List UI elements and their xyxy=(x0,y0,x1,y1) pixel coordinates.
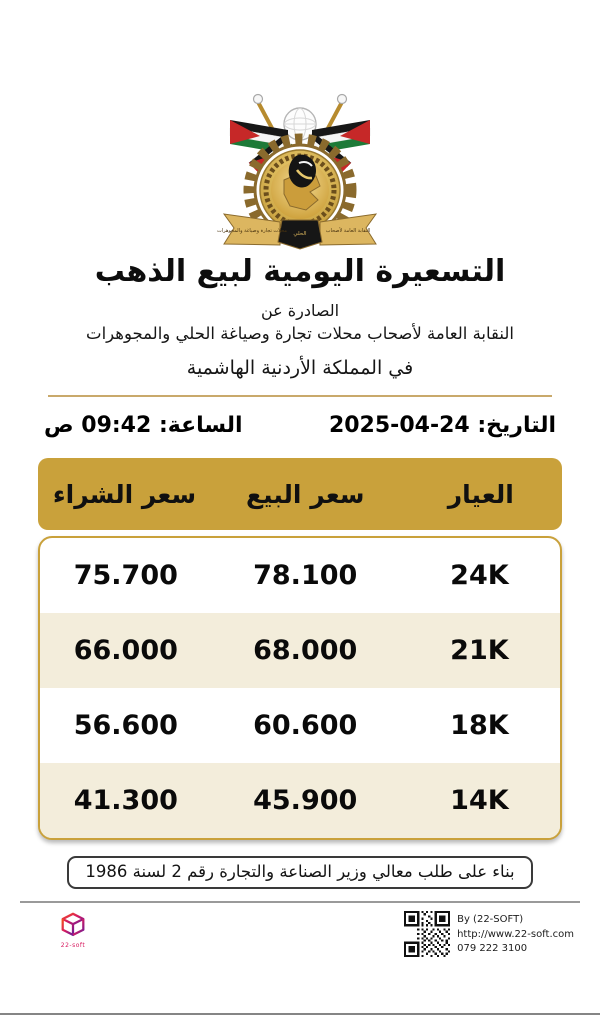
column-header-buy: سعر الشراء xyxy=(52,479,197,509)
time-value: 09:42 ص xyxy=(44,413,152,438)
issued-by-line2: النقابة العامة لأصحاب محلات تجارة وصياغة الحلي والمجوهرات xyxy=(86,324,514,343)
sell-price: 45.900 xyxy=(253,785,358,816)
buy-price: 66.000 xyxy=(73,635,178,666)
ribbon-text-center: الحلي xyxy=(293,231,307,237)
credit-text xyxy=(457,911,574,957)
date-label: التاريخ: xyxy=(477,413,556,438)
karat-value: 21K xyxy=(450,635,509,666)
date-field xyxy=(329,413,556,438)
buy-price: 41.300 xyxy=(73,785,178,816)
syndicate-emblem-graphic xyxy=(174,84,426,252)
time-label: الساعة: xyxy=(158,413,243,438)
legal-note: بناء على طلب معالي وزير الصناعة والتجارة رقم 2 لسنة 1986 xyxy=(67,856,532,889)
credit-by: By (22-SOFT) xyxy=(457,914,524,925)
price-table xyxy=(38,458,562,840)
price-table-body xyxy=(38,536,562,840)
footer xyxy=(0,903,600,957)
bottom-border xyxy=(0,1013,600,1015)
karat-value: 18K xyxy=(450,710,509,741)
page-title: التسعيرة اليومية لبيع الذهب xyxy=(94,254,506,289)
ribbon-text-right: النقابة العامة لأصحاب xyxy=(325,228,371,234)
brand-logo xyxy=(48,911,98,949)
sell-price: 78.100 xyxy=(253,560,358,591)
syndicate-emblem xyxy=(0,84,600,252)
credit-phone: 079 222 3100 xyxy=(457,943,528,954)
sell-price: 60.600 xyxy=(253,710,358,741)
credit-url: http://www.22-soft.com xyxy=(457,928,574,940)
qr-code-icon xyxy=(404,911,450,957)
table-row-21k xyxy=(40,613,560,688)
issued-by-line3: في المملكة الأردنية الهاشمية xyxy=(186,357,414,379)
table-row-18k xyxy=(40,688,560,763)
cube-logo-icon xyxy=(58,911,88,941)
time-field xyxy=(44,413,243,438)
column-header-karat: العيار xyxy=(447,479,514,509)
brand-caption: 22-soft xyxy=(60,942,86,949)
sell-price: 68.000 xyxy=(253,635,358,666)
issued-by-line1: الصادرة عن xyxy=(260,301,340,320)
gold-divider xyxy=(48,395,552,397)
buy-price: 56.600 xyxy=(73,710,178,741)
price-table-header xyxy=(38,458,562,530)
date-time-row xyxy=(44,413,556,438)
column-header-sell: سعر البيع xyxy=(246,479,365,509)
buy-price: 75.700 xyxy=(73,560,178,591)
table-row-14k xyxy=(40,763,560,838)
karat-value: 24K xyxy=(450,560,509,591)
ribbon-text-left: محلات تجارة وصياغة والمجوهرات xyxy=(216,228,288,234)
credit-block xyxy=(404,911,574,957)
table-row-24k xyxy=(40,538,560,613)
date-value: 24-04-2025 xyxy=(328,413,470,438)
karat-value: 14K xyxy=(450,785,509,816)
